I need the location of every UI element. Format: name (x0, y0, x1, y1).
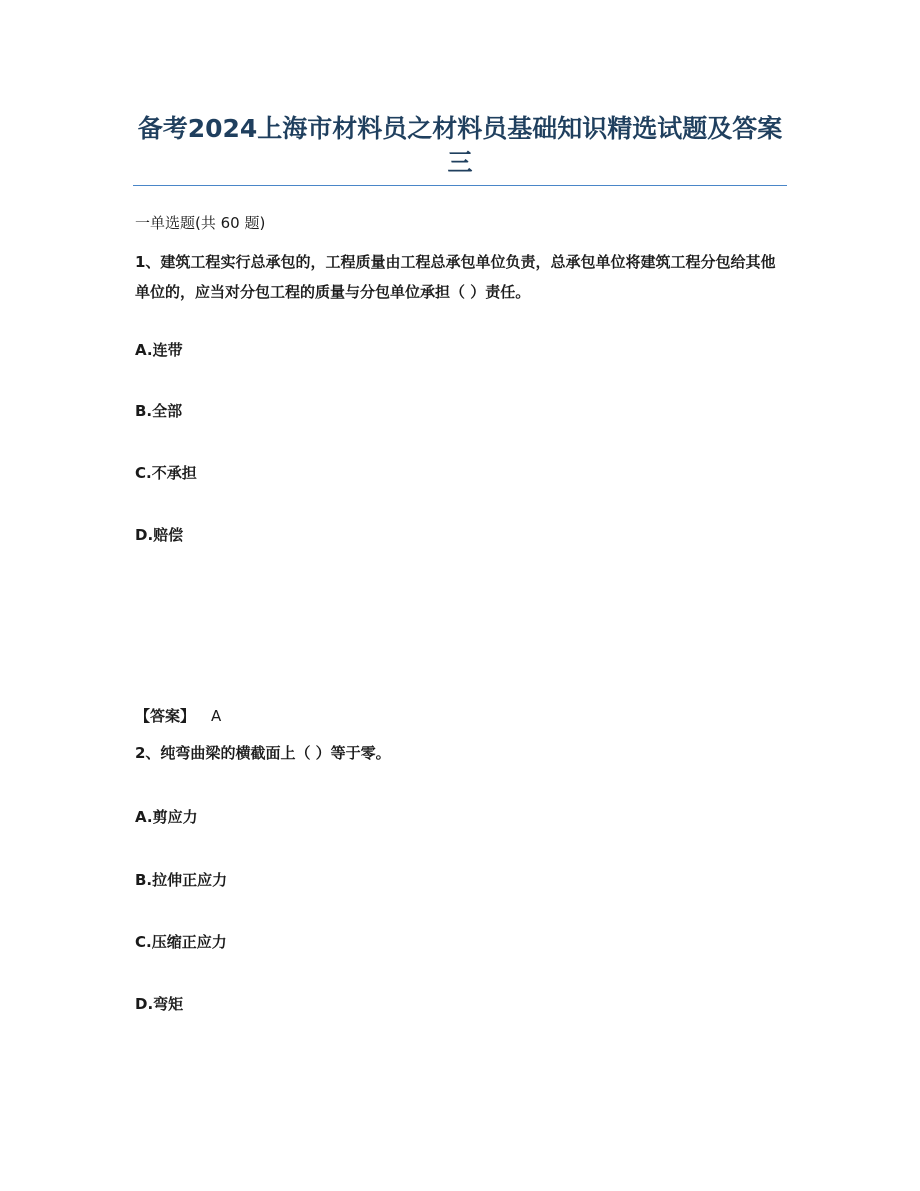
question-1-option-d: D.赔偿 (135, 526, 184, 544)
answer-label: 【答案】 (135, 707, 196, 725)
question-2-option-d: D.弯矩 (135, 995, 184, 1013)
question-1-text: 1、建筑工程实行总承包的，工程质量由工程总承包单位负责，总承包单位将建筑工程分包给其他单位的，应当对分包工程的质量与分包单位承担（ ）责任。 (135, 253, 776, 301)
question-1-option-b: B.全部 (135, 402, 183, 420)
question-1-option-c: C.不承担 (135, 464, 197, 482)
question-2-option-b: B.拉伸正应力 (135, 871, 228, 889)
title-divider (133, 185, 787, 186)
answer-value: A (211, 707, 222, 725)
document-title: 备考2024上海市材料员之材料员基础知识精选试题及答案三 (137, 114, 783, 177)
question-2-text: 2、纯弯曲梁的横截面上（ ）等于零。 (135, 744, 391, 762)
question-1-option-a: A.连带 (135, 341, 183, 359)
question-1-answer (135, 706, 221, 726)
question-2-option-c: C.压缩正应力 (135, 933, 227, 951)
question-2-option-a: A.剪应力 (135, 808, 198, 826)
section-heading: 一单选题(共 60 题) (135, 214, 266, 232)
